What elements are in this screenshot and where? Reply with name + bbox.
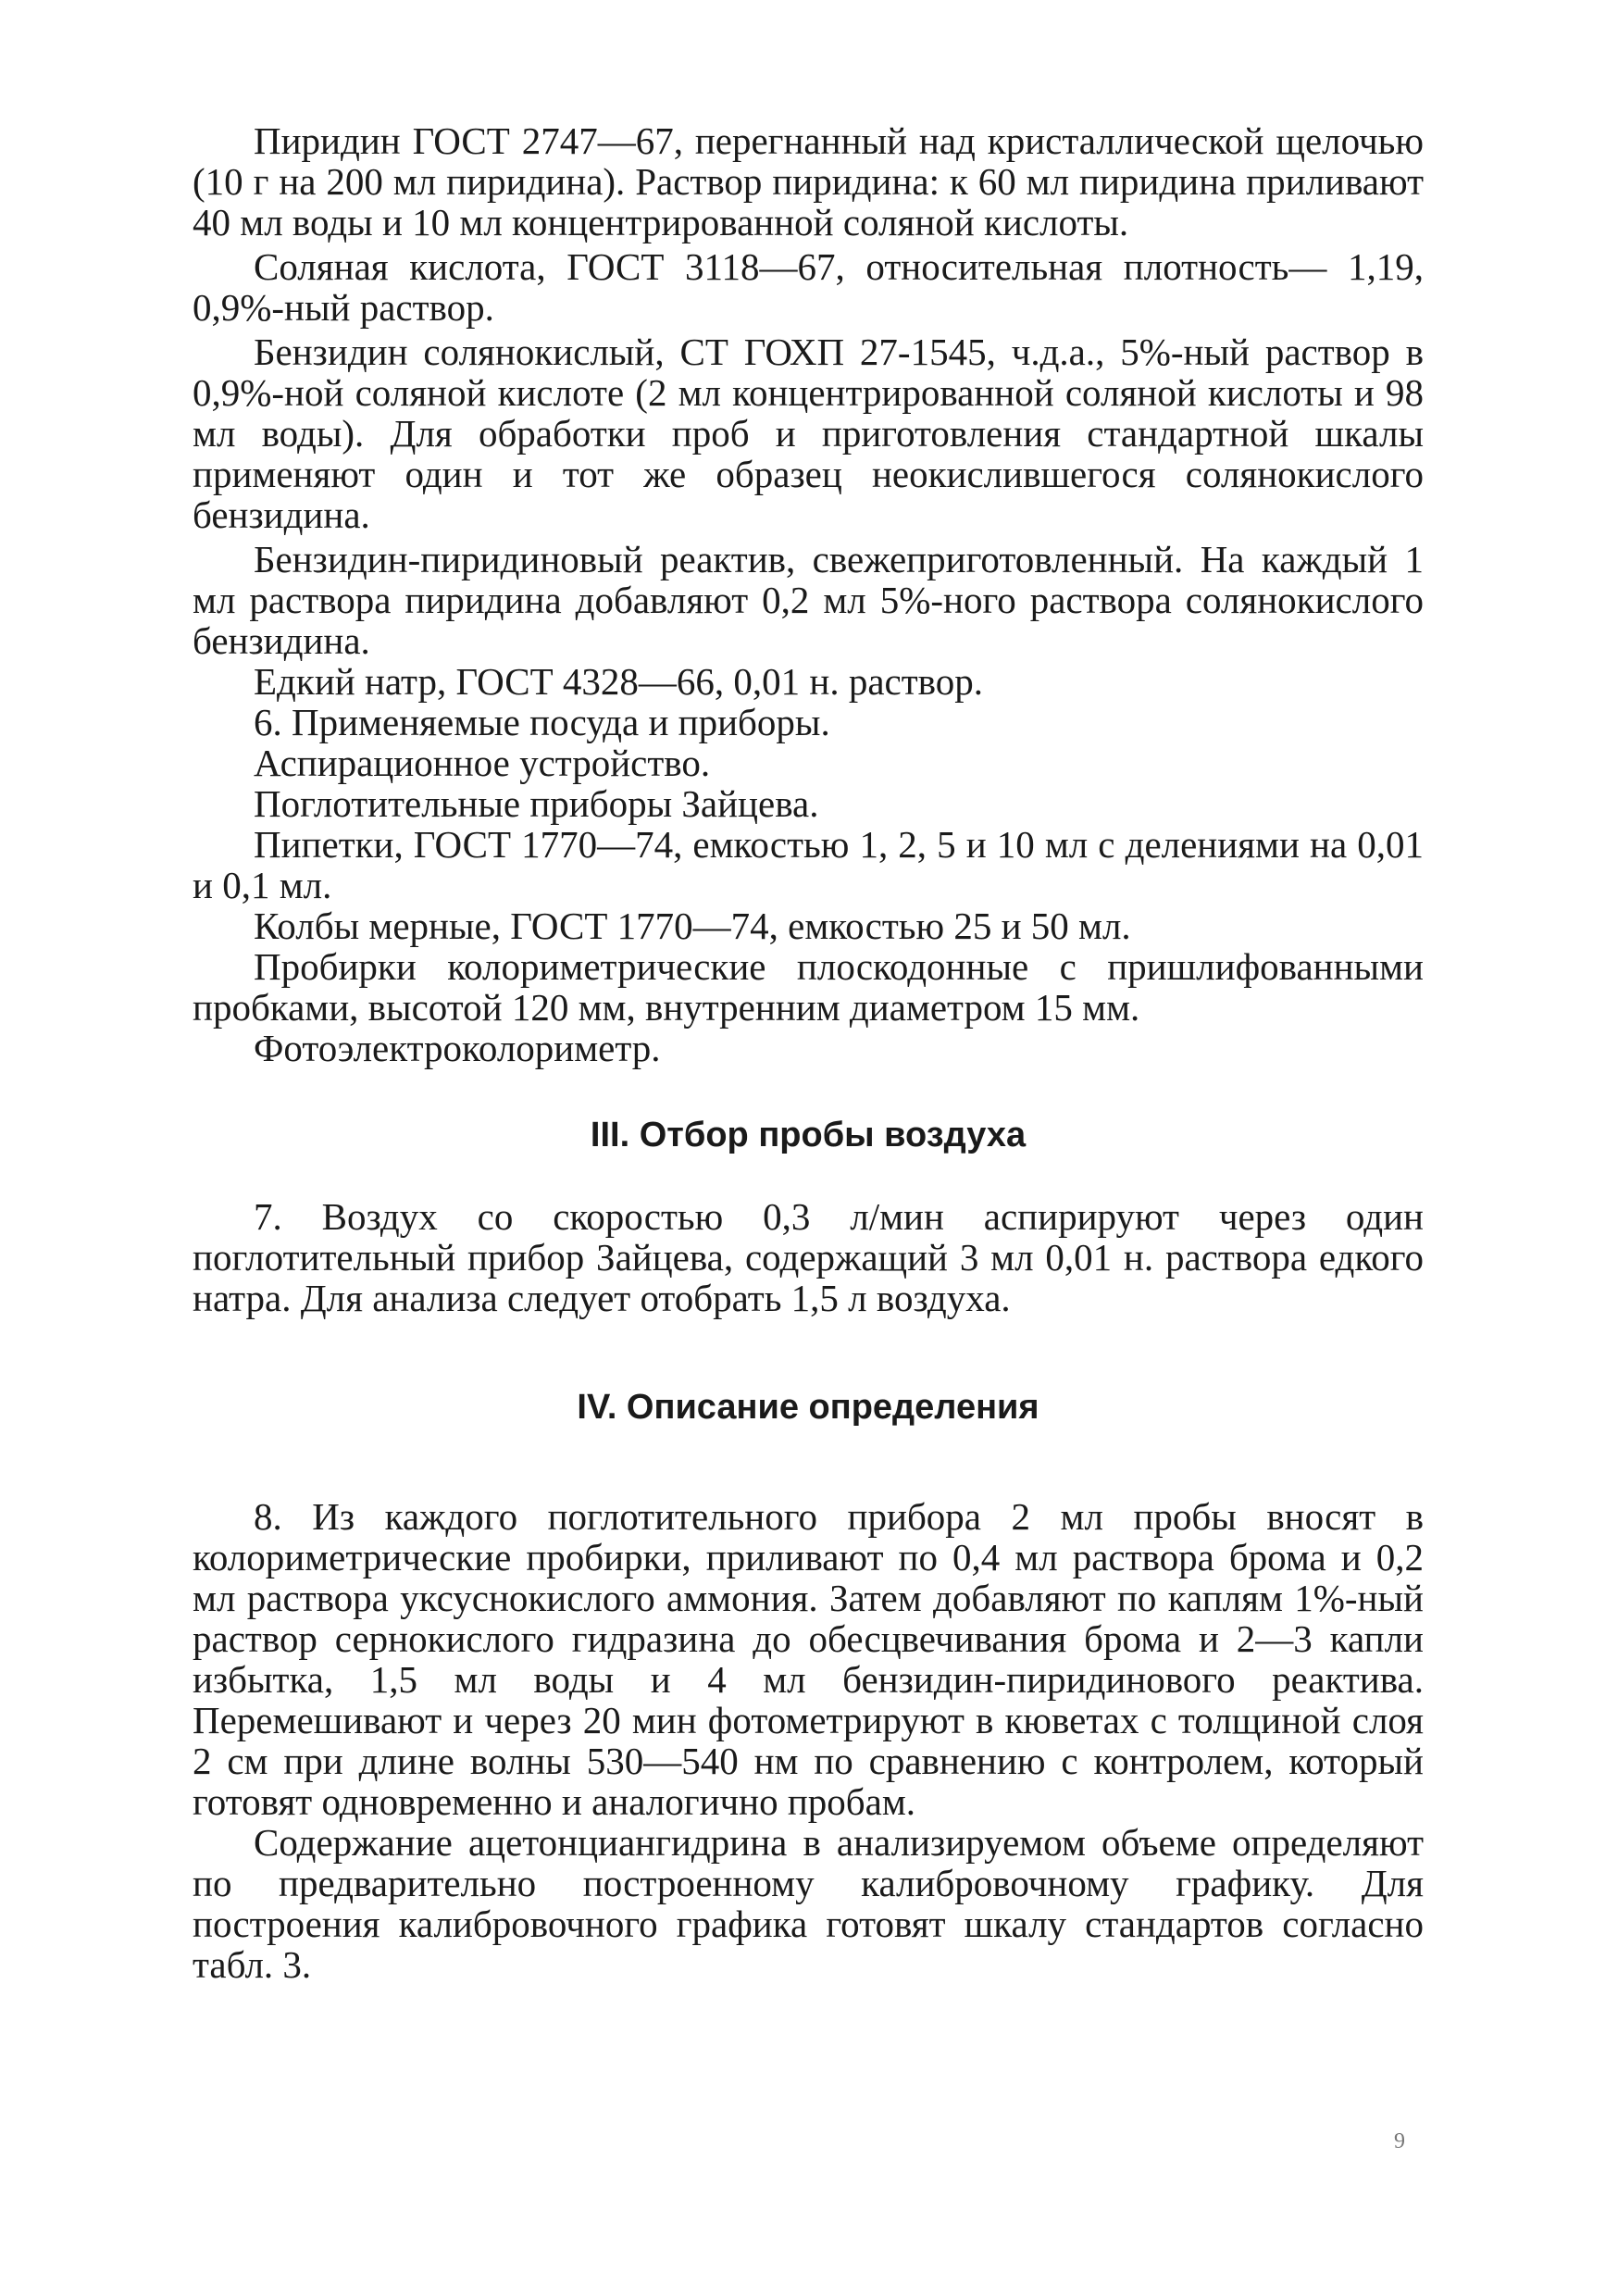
page-number: 9 [1394, 2129, 1405, 2153]
paragraph-equipment-heading: 6. Применяемые посуда и приборы. [254, 701, 830, 743]
paragraph-benzidine-pyridine-reagent: Бензидин-пиридиновый реактив, свежеприготовленный. На каждый 1 мл раствора пиридина добавляют 0,2 мл 5%-ного раствора солянокислого бензидина. [193, 538, 1424, 662]
section-heading-determination: IV. Описание определения [577, 1388, 1039, 1427]
paragraph-sodium-hydroxide: Едкий натр, ГОСТ 4328—66, 0,01 н. раствор. [254, 660, 983, 703]
paragraph-pipettes: Пипетки, ГОСТ 1770—74, емкостью 1, 2, 5 и 10 мл с делениями на 0,01 и 0,1 мл. [193, 823, 1424, 906]
paragraph-benzidine: Бензидин солянокислый, СТ ГОХП 27-1545, ч.д.а., 5%-ный раствор в 0,9%-ной соляной кислоте (2 мл концентрированной соляной кислоты и 98 мл воды). Для обработки проб и приготовления стандартной шкалы применяют один и тот же образец неокислившегося солянокислого бензидина. [193, 331, 1424, 536]
paragraph-determination-procedure: 8. Из каждого поглотительного прибора 2 мл пробы вносят в колориметрические пробирки, приливают по 0,4 мл раствора брома и 0,2 мл раствора уксуснокислого аммония. Затем добавляют по каплям 1%-ный раствор сернокислого гидразина до обесцвечивания брома и 2—3 капли избытка, 1,5 мл воды и 4 мл бензидин-пиридинового реактива. Перемешивают и через 20 мин фотометрируют в кюветах с толщиной слоя 2 см при длине волны 530—540 нм по сравнению с контролем, который готовят одновременно и аналогично пробам. [193, 1495, 1424, 1823]
paragraph-calibration: Содержание ацетонциангидрина в анализируемом объеме определяют по предварительно построенному калибровочному графику. Для построения калибровочного графика готовят шкалу стандартов согласно табл. 3. [193, 1821, 1424, 1986]
paragraph-zaitsev-absorbers: Поглотительные приборы Зайцева. [254, 782, 819, 825]
section-air-sampling [193, 1196, 1424, 1318]
section-intro [193, 120, 1424, 1068]
document-page [193, 120, 1424, 2213]
section-heading-air-sampling: III. Отбор пробы воздуха [590, 1116, 1027, 1154]
paragraph-aspiration-device: Аспирационное устройство. [254, 742, 711, 784]
section-determination [193, 1496, 1424, 1985]
paragraph-sampling-procedure: 7. Воздух со скоростью 0,3 л/мин аспирируют через один поглотительный прибор Зайцева, содержащий 3 мл 0,01 н. раствора едкого натра. Для анализа следует отобрать 1,5 л воздуха. [193, 1195, 1424, 1319]
paragraph-volumetric-flasks: Колбы мерные, ГОСТ 1770—74, емкостью 25 и 50 мл. [254, 905, 1131, 947]
paragraph-hydrochloric-acid: Соляная кислота, ГОСТ 3118—67, относительная плотность— 1,19, 0,9%-ный раствор. [193, 245, 1424, 329]
paragraph-test-tubes: Пробирки колориметрические плоскодонные с пришлифованными пробками, высотой 120 мм, внутренним диаметром 15 мм. [193, 945, 1424, 1029]
paragraph-photocolorimeter: Фотоэлектроколориметр. [254, 1027, 661, 1069]
paragraph-pyridine: Пиридин ГОСТ 2747—67, перегнанный над кристаллической щелочью (10 г на 200 мл пиридина). Раствор пиридина: к 60 мл пиридина приливают 40 мл воды и 10 мл концентрированной соляной кислоты. [193, 119, 1424, 243]
